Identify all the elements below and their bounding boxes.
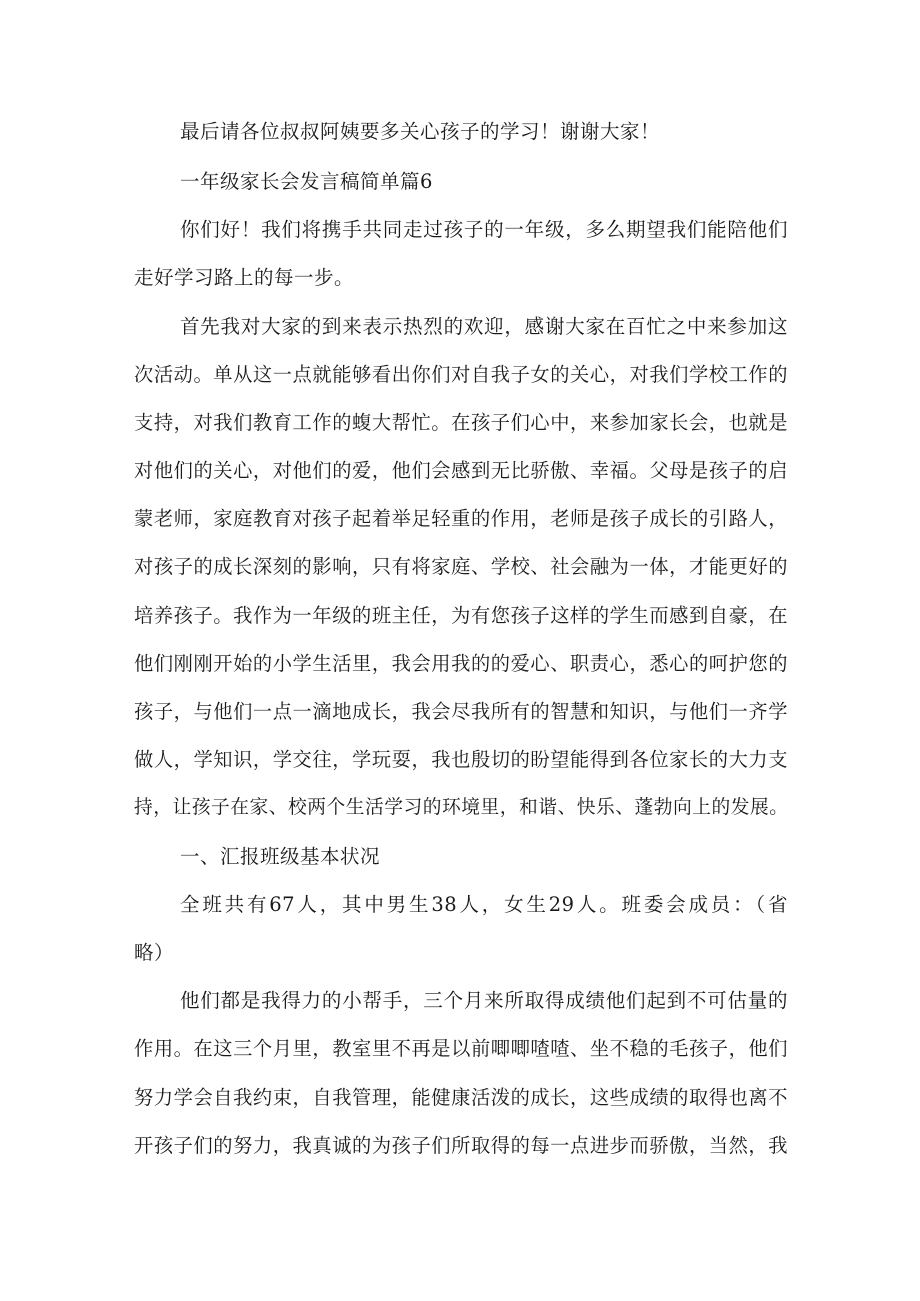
paragraph-line: 走好学习路上的每一步。 [134,266,355,289]
paragraph-line: 支持，对我们教育工作的蝮大帮忙。在孩子们心中，来参加家长会，也就是 [134,411,788,434]
paragraph-line: 对孩子的成长深刻的影响，只有将家庭、学校、社会融为一体，才能更好的 [134,555,788,578]
paragraph-line: 首先我对大家的到来表示热烈的欢迎，感谢大家在百忙之中来参加这 [180,315,788,338]
paragraph-line: 略） [134,941,175,964]
paragraph-line: 培养孩子。我作为一年级的班主任，为有您孩子这样的学生而感到自豪，在 [134,604,788,627]
paragraph-line: 开孩子们的努力，我真诚的为孩子们所取得的每一点进步而骄傲，当然，我 [134,1134,788,1157]
paragraph-line: 次活动。单从这一点就能够看出你们对自我子女的关心，对我们学校工作的 [134,363,788,386]
paragraph-line: 努力学会自我约束，自我管理，能健康活泼的成长，这些成绩的取得也离不 [134,1086,788,1109]
paragraph-line: 他们都是我得力的小帮手，三个月来所取得成绩他们起到不可估量的 [180,989,788,1012]
paragraph-line: 持，让孩子在家、校两个生活学习的环境里，和谐、快乐、蓬勃向上的发展。 [134,797,789,818]
section-heading: 一年级家长会发言稿简单篇6 [180,170,433,193]
paragraph-line: 做人，学知识，学交往，学玩耍，我也殷切的盼望能得到各位家长的大力支 [134,748,788,771]
paragraph-line: 你们好！我们将携手共同走过孩子的一年级，多么期望我们能陪他们 [180,218,788,241]
paragraph-line: 对他们的关心，对他们的爱，他们会感到无比骄傲、幸福。父母是孩子的启 [134,459,788,482]
paragraph-line: 全班共有67人，其中男生38人，女生29人。班委会成员：（省 [180,893,788,916]
paragraph-line: 孩子，与他们一点一滴地成长，我会尽我所有的智慧和知识，与他们一齐学 [134,700,788,723]
paragraph-line: 他们刚刚开始的小学生活里，我会用我的的爱心、职责心，悉心的呵护您的 [134,652,788,675]
closing-line: 最后请各位叔叔阿姨要多关心孩子的学习！谢谢大家！ [180,120,661,143]
paragraph-line: 蒙老师，家庭教育对孩子起着举足轻重的作用，老师是孩子成长的引路人， [134,507,788,530]
section-heading: 一、汇报班级基本状况 [180,845,381,868]
paragraph-line: 作用。在这三个月里，教室里不再是以前唧唧喳喳、坐不稳的毛孩子，他们 [134,1037,788,1060]
